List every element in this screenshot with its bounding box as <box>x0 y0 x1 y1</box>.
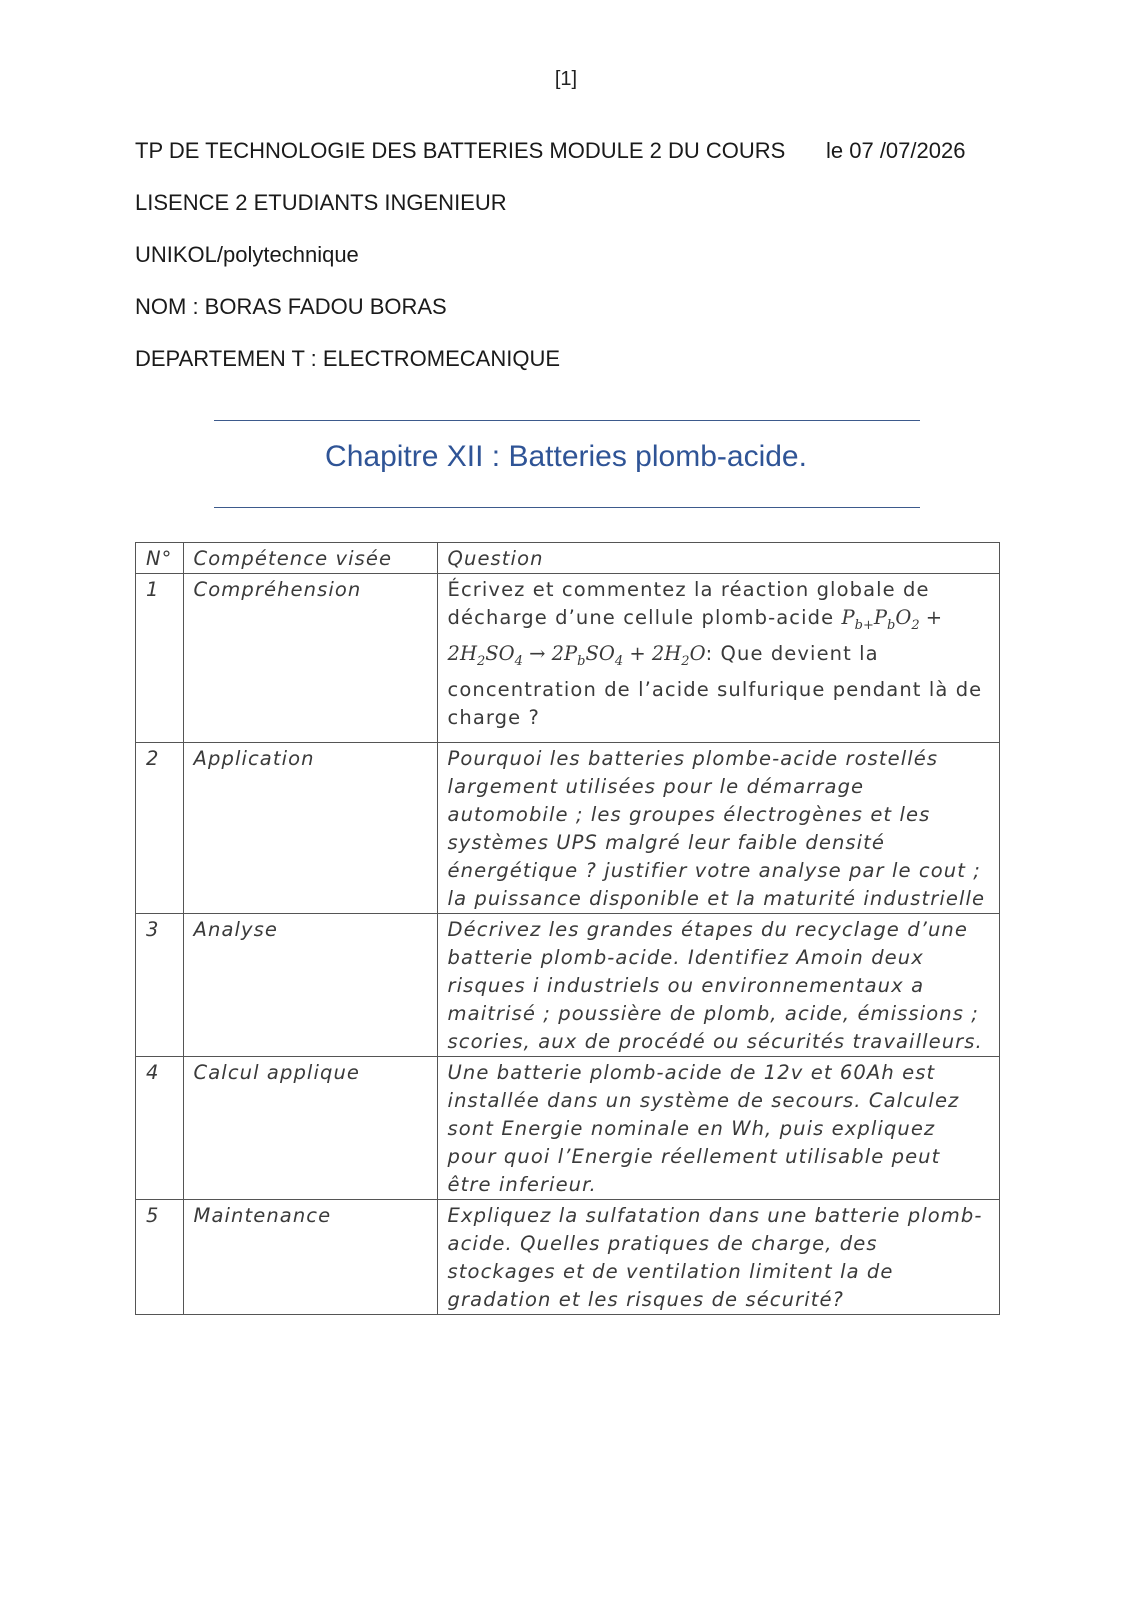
row-competence: Analyse <box>183 914 437 1057</box>
row-number: 3 <box>136 914 184 1057</box>
row-competence: Maintenance <box>183 1200 437 1315</box>
row-question: Une batterie plomb-acide de 12v et 60Ah est installée dans un système de secours. Calculez sont Energie nominale en Wh, puis expliquez pour quoi l’Energie réellement utilisable peut être inferieur. <box>437 1057 999 1200</box>
row-number: 2 <box>136 743 184 914</box>
course-title: TP DE TECHNOLOGIE DES BATTERIES MODULE 2 DU COURS <box>135 138 786 163</box>
level-line: LISENCE 2 ETUDIANTS INGENIEUR <box>135 190 507 215</box>
row-question: Décrivez les grandes étapes du recyclage d’une batterie plomb-acide. Identifiez Amoin deux risques i industriels ou environnementaux a maitrisé ; poussière de plomb, acide, émissions ; scories, aux de procédé ou sécurités travailleurs. <box>437 914 999 1057</box>
table-row <box>136 743 1000 914</box>
column-header-question: Question <box>437 543 999 574</box>
table-header-row <box>136 543 1000 574</box>
page-number: [1] <box>554 68 578 90</box>
questions-table <box>135 542 1000 1315</box>
document-date: le 07 /07/2026 <box>826 138 966 163</box>
row-number: 1 <box>136 574 184 743</box>
reaction-equation: $P_{b+}P_bO_2 + 2H_2SO_4 \to 2P_bSO_4 + 2H_2O$ <box>447 606 943 669</box>
row-question: Pourquoi les batteries plombe-acide rostellés largement utilisées pour le démarrage automobile ; les groupes électrogènes et les systèmes UPS malgré leur faible densité énergétique ? justifier votre analyse par le cout ; la puissance disponible et la maturité industrielle <box>437 743 999 914</box>
row-competence: Calcul applique <box>183 1057 437 1200</box>
column-header-competence: Compétence visée <box>183 543 437 574</box>
table-row <box>136 574 1000 743</box>
school-line: UNIKOL/polytechnique <box>135 242 359 267</box>
row-competence: Compréhension <box>183 574 437 743</box>
chapter-title: Chapitre XII : Batteries plomb-acide. <box>325 440 807 473</box>
question-text-start: Écrivez et commentez la réaction globale de décharge d’une cellule plomb-acide <box>447 578 930 629</box>
row-question: Expliquez la sulfatation dans une batterie plomb-acide. Quelles pratiques de charge, des stockages et de ventilation limitent la de gradation et les risques de sécurité? <box>437 1200 999 1315</box>
department-line: DEPARTEMEN T : ELECTROMECANIQUE <box>135 346 561 371</box>
table-row <box>136 1200 1000 1315</box>
student-name: NOM : BORAS FADOU BORAS <box>135 294 447 319</box>
row-number: 4 <box>136 1057 184 1200</box>
column-header-number: N° <box>136 543 184 574</box>
row-number: 5 <box>136 1200 184 1315</box>
table-row <box>136 914 1000 1057</box>
table-row <box>136 1057 1000 1200</box>
title-rule-bottom <box>214 507 920 508</box>
question-text-end: : Que devient la concentration de l’acide sulfurique pendant là de charge ? <box>447 641 983 729</box>
title-rule-top <box>214 420 920 421</box>
row-question <box>437 574 999 743</box>
row-competence: Application <box>183 743 437 914</box>
